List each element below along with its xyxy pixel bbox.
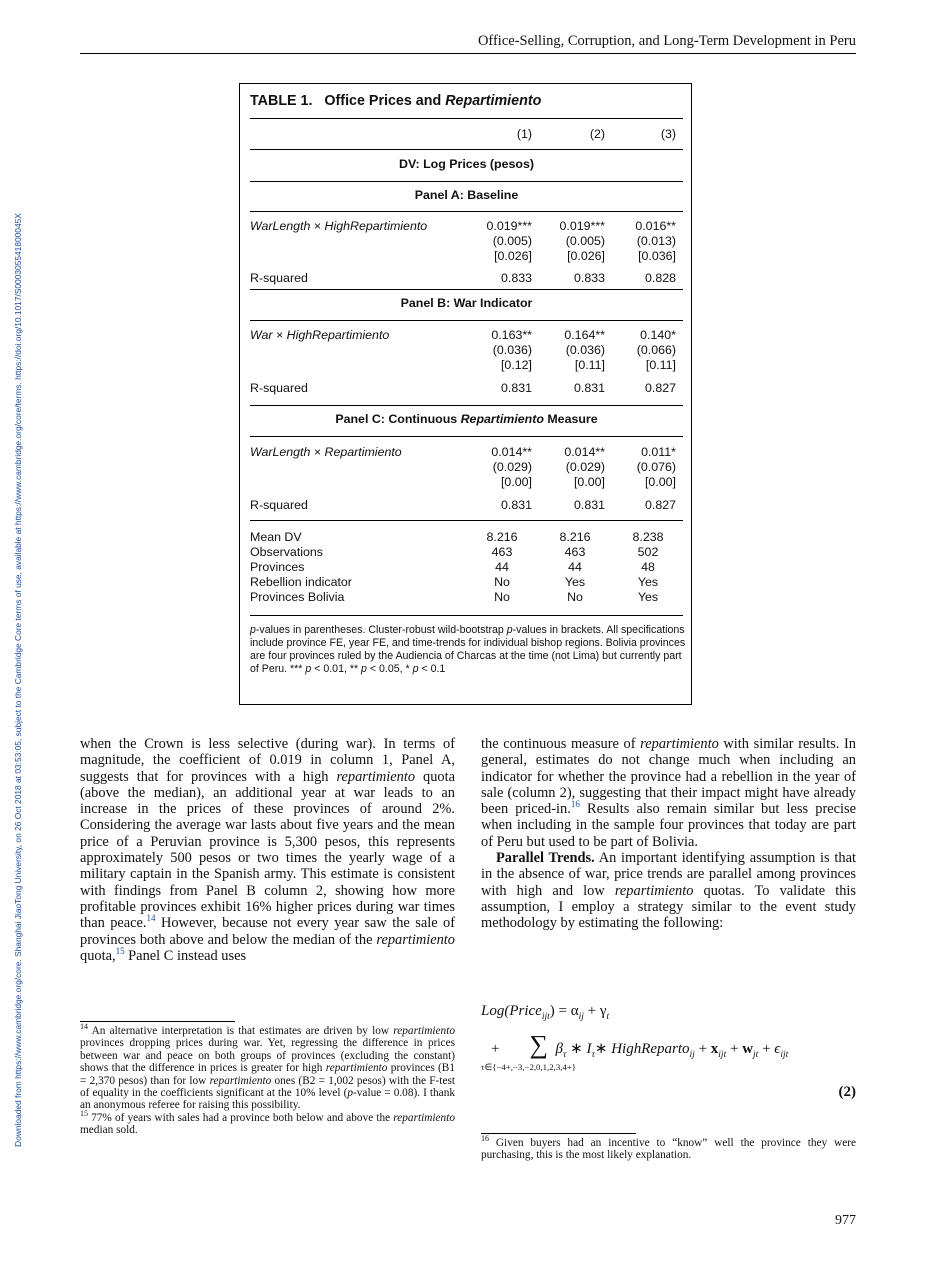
r-squared-value: 0.828 (644, 271, 676, 285)
panel-b-variable (250, 328, 389, 343)
eq-sub: τ (591, 1050, 595, 1060)
table-title (250, 93, 541, 110)
se: (0.005) (565, 234, 605, 248)
eq-term: + (694, 1041, 711, 1057)
pval: [0.11] (574, 358, 605, 372)
equation-line-2 (491, 1030, 788, 1060)
var-part: WarLength (250, 219, 311, 233)
stat-value: 463 (564, 545, 586, 559)
eq-sub: ij (689, 1050, 695, 1060)
panel-c-col3 (616, 445, 676, 490)
panel-c-col2 (545, 445, 605, 490)
summation-sign: ∑ (529, 1030, 549, 1059)
eq-sub: ijt (780, 1050, 789, 1060)
table-rule (250, 211, 683, 212)
equation-line-1 (481, 1003, 609, 1022)
eq-term: ∗ (594, 1041, 612, 1057)
stat-label: Provinces (250, 560, 305, 574)
se: (0.066) (636, 343, 676, 357)
col-header-2: (2) (589, 127, 605, 141)
var-part: HighRepartimiento (286, 328, 390, 342)
fn-italic: p (347, 1087, 354, 1100)
running-header: Office-Selling, Corruption, and Long-Term Development in Peru (477, 33, 856, 49)
p-italic: p (506, 624, 513, 636)
table-rule (250, 615, 683, 616)
stat-value: 8.216 (559, 530, 591, 544)
eq-term: HighReparto (611, 1041, 690, 1057)
text-run: Results also remain similar but less precise when including in the sample four provinces that today are part of Peru but used to be part of Bolivia. (481, 801, 856, 850)
r-squared-value: 0.833 (500, 271, 532, 285)
panel-c-title-part: Panel C: Continuous (335, 412, 461, 426)
col-header-1: (1) (516, 127, 532, 141)
text-italic: repartimiento (336, 768, 416, 785)
table-label: TABLE 1. (250, 93, 313, 109)
eq-term: I (586, 1041, 592, 1057)
table-note (250, 624, 686, 676)
coef: 0.016** (635, 219, 676, 233)
se: (0.029) (565, 460, 605, 474)
se: (0.036) (492, 343, 532, 357)
footnotes-left (80, 1022, 455, 1137)
text-italic: repartimiento (376, 931, 455, 948)
stats-col1 (472, 530, 532, 605)
se: (0.005) (492, 234, 532, 248)
p-italic: p (305, 663, 312, 675)
coef: 0.011* (641, 445, 676, 459)
footnote-ref-15[interactable]: 15 (115, 946, 125, 957)
fn-italic: repartimiento (393, 1111, 455, 1124)
r-squared-label: R-squared (250, 381, 308, 395)
panel-a-variable (250, 219, 427, 234)
footnote-ref-14[interactable]: 14 (146, 913, 156, 924)
se: (0.076) (636, 460, 676, 474)
table-rule (250, 181, 683, 182)
fn-text: median sold. (80, 1124, 138, 1137)
pval: [0.00] (573, 475, 605, 489)
panel-a-title: Panel A: Baseline (414, 188, 519, 202)
paragraph (80, 736, 455, 964)
coef: 0.014** (491, 445, 532, 459)
page-number: 977 (835, 1213, 856, 1228)
panel-b-col1 (472, 328, 532, 373)
fn-text: provinces (B1 = 2,370 pesos) than for low (80, 1062, 455, 1087)
footnote-16-text (481, 1134, 856, 1162)
eq-term: Log(Price (481, 1003, 542, 1019)
p-italic: p (250, 624, 256, 636)
stat-value: 44 (568, 560, 582, 574)
stats-labels (250, 530, 352, 605)
eq-sub: τ (563, 1050, 567, 1060)
text-run: quotas. To validate this assumption, I employ a strategy similar to the event study methodology by estimating the following: (481, 882, 856, 932)
stat-label: Provinces Bolivia (250, 590, 345, 604)
pval: [0.00] (500, 475, 532, 489)
table-rule (250, 520, 683, 521)
eq-sub: ij (578, 1012, 584, 1022)
stat-value: No (494, 590, 510, 604)
r-squared-value: 0.831 (573, 498, 605, 512)
text-run: However, because not every year saw the sale of provinces both above and below the median of the (80, 915, 455, 948)
r-squared-value: 0.833 (573, 271, 605, 285)
r-squared-label: R-squared (250, 271, 308, 285)
stat-value: Yes (637, 590, 659, 604)
eq-term: ) = α (549, 1003, 579, 1019)
footnote-16 (481, 1134, 856, 1162)
fn-text: ones (B2 = 1,002 pesos) with the F-test of equality in the coefficients significant at the 10% level ( (80, 1074, 455, 1100)
var-part: WarLength (250, 445, 311, 459)
panel-b-title: Panel B: War Indicator (400, 296, 533, 310)
times-sign: × (275, 328, 284, 342)
table-rule (250, 436, 683, 437)
eq-term: w (742, 1041, 754, 1057)
footnote-number: 15 (80, 1109, 88, 1119)
header-rule (80, 53, 856, 54)
eq-term: β (555, 1041, 563, 1057)
se: (0.013) (636, 234, 676, 248)
times-sign: × (313, 219, 322, 233)
stats-col3 (618, 530, 678, 605)
table-title-italic: Repartimiento (445, 93, 542, 109)
panel-c-title (250, 412, 683, 427)
note-text: -values in parentheses. Cluster-robust wild-bootstrap (255, 624, 507, 636)
section-heading: Parallel Trends. (496, 850, 595, 867)
fn-text: An alternative interpretation is that estimates are driven by low (88, 1025, 394, 1037)
r-squared-value: 0.831 (573, 381, 605, 395)
stat-value: 463 (491, 545, 513, 559)
fn-text: Given buyers had an incentive to “know” well the province they were purchasing, this is the most likely explanation. (481, 1137, 856, 1162)
table-rule (250, 289, 683, 290)
panel-a-col2 (545, 219, 605, 264)
download-notice: Downloaded from https://www.cambridge.org/core. Shanghai JiaoTong University, on 26 Oct 2018 at 03:53:05, subject to the Cambridge Core terms of use, available at https://www.cambridge.org/core/terms. https://doi.org/10.1017/S000305541800045X (13, 213, 23, 1147)
text-run: Panel C instead uses (124, 947, 247, 964)
p-italic: p (412, 663, 419, 675)
eq-sub: t (606, 1012, 610, 1022)
coef: 0.163** (491, 328, 532, 342)
pval: [0.11] (645, 358, 676, 372)
eq-term: + γ (583, 1003, 607, 1019)
dv-label: DV: Log Prices (pesos) (399, 157, 534, 171)
pval: [0.12] (500, 358, 532, 372)
fn-text: 77% of years with sales had a province both below and above the (88, 1111, 394, 1124)
pval: [0.026] (567, 249, 605, 263)
times-sign: × (313, 445, 322, 459)
panel-b-col3 (616, 328, 676, 373)
text-run: the continuous measure of (481, 736, 641, 752)
stat-value: 502 (637, 545, 659, 559)
eq-term: ∗ (566, 1041, 587, 1057)
coef: 0.019*** (559, 219, 605, 233)
text-run: quota (above the median), an additional year at war leads to an increase in the prices of these provinces of around 2%. Considering the average war lasts about five years and the mean price of a Peruvian province is 5,300 pesos, this represents approximately 500 pesos or two times the yearly wage of a military captain in the Spanish army. This estimate is consistent with findings from Panel B column 2, showing how more profitable provinces exhibit 16% higher prices during war times than peace. (80, 768, 455, 932)
stat-value: No (567, 590, 583, 604)
var-part: HighRepartimiento (324, 219, 428, 233)
footnote-rule (481, 1133, 636, 1134)
stat-value: Yes (564, 575, 586, 589)
var-part: War (250, 328, 273, 342)
table-1 (239, 83, 692, 705)
summation-range: τ∈{−4+,−3,−2,0,1,2,3,4+} (481, 1062, 577, 1072)
stat-value: 48 (641, 560, 655, 574)
panel-c-title-italic: Repartimiento (460, 412, 544, 426)
panel-a-col3 (616, 219, 676, 264)
pval: [0.036] (638, 249, 676, 263)
footnote-number: 14 (80, 1022, 88, 1032)
r-squared-label: R-squared (250, 498, 308, 512)
text-run: when the Crown is less selective (during war). In terms of magnitude, the coefficient of 0.019 in column 1, Panel A, suggests that for provinces with a high (80, 736, 455, 785)
stat-label: Mean DV (250, 530, 302, 544)
table-title-text: Office Prices and (324, 93, 446, 109)
download-sidebar (8, 100, 28, 1260)
coef: 0.014** (564, 445, 605, 459)
stat-label: Observations (250, 545, 324, 559)
fn-italic: repartimiento (393, 1025, 455, 1037)
fn-text: -value = 0.08). I thank an anonymous referee for raising this possibility. (80, 1087, 455, 1112)
text-italic: repartimiento (614, 882, 694, 899)
text-run: quota, (80, 947, 116, 964)
eq-term: + (491, 1041, 500, 1057)
fn-italic: repartimiento (209, 1074, 272, 1087)
col-header-3: (3) (660, 127, 676, 141)
text-run: An important identifying assumption is that in the absence of war, price trends are parallel among provinces with high and low (481, 850, 856, 899)
paragraph (481, 736, 856, 850)
table-rule (250, 320, 683, 321)
equation-number: (2) (838, 1084, 856, 1100)
stat-value: 44 (495, 560, 509, 574)
fn-italic: repartimiento (325, 1062, 388, 1075)
table-rule (250, 405, 683, 406)
pval: [0.00] (644, 475, 676, 489)
eq-term: ϵ (774, 1041, 781, 1057)
panel-c-title-part: Measure (543, 412, 598, 426)
text-run: with similar results. In general, estimates do not change much when including an indicator for whether the province had a rebellion in the year of sale (column 2), suggesting that their impact might have already been priced-in. (481, 736, 856, 818)
eq-sub: ijt (718, 1050, 727, 1060)
panel-c-col1 (472, 445, 532, 490)
text-italic: repartimiento (640, 736, 719, 752)
note-text: < 0.1 (418, 663, 446, 675)
stat-value: Yes (637, 575, 659, 589)
footnote-ref-16[interactable]: 16 (570, 799, 580, 810)
left-column-text (80, 736, 455, 964)
eq-term: + (726, 1041, 743, 1057)
panel-a-col1 (472, 219, 532, 264)
coef: 0.140* (640, 328, 676, 342)
pval: [0.026] (494, 249, 532, 263)
eq-term: + (758, 1041, 775, 1057)
footnote-14 (80, 1022, 455, 1112)
stat-value: 8.238 (632, 530, 664, 544)
eq-sub: ijt (541, 1012, 550, 1022)
fn-text: provinces dropping prices during war. Yet, regressing the difference in prices between war and peace on both groups of provinces (excluding the constant) shows that the difference in prices is greater for high (80, 1037, 455, 1075)
p-italic: p (361, 663, 367, 675)
stat-value: No (494, 575, 510, 589)
r-squared-value: 0.831 (500, 498, 532, 512)
stat-value: 8.216 (486, 530, 518, 544)
stat-label: Rebellion indicator (250, 575, 352, 589)
eq-term: x (710, 1041, 719, 1057)
var-part: Repartimiento (324, 445, 402, 459)
eq-sub: jt (753, 1050, 759, 1060)
footnote-15 (80, 1109, 455, 1137)
note-text: < 0.05, * (366, 663, 413, 675)
stats-col2 (545, 530, 605, 605)
table-rule (250, 118, 683, 119)
table-rule (250, 149, 683, 150)
coef: 0.164** (564, 328, 605, 342)
se: (0.036) (565, 343, 605, 357)
r-squared-value: 0.827 (644, 498, 676, 512)
panel-b-col2 (545, 328, 605, 373)
r-squared-value: 0.827 (644, 381, 676, 395)
footnote-number: 16 (481, 1134, 489, 1144)
note-text: -values in brackets. All specifications include province FE, year FE, and time-trends for individual bishop regions. Bolivia provinces are four provinces ruled by the Audiencia of Charcas at the time (not Lima) but currently part of Peru. *** (250, 624, 686, 675)
footnote-rule (80, 1021, 235, 1022)
right-column-text (481, 736, 856, 932)
coef: 0.019*** (486, 219, 532, 233)
r-squared-value: 0.831 (500, 381, 532, 395)
panel-c-variable (250, 445, 402, 460)
paragraph (481, 850, 856, 931)
se: (0.029) (492, 460, 532, 474)
note-text: < 0.01, ** (311, 663, 362, 675)
